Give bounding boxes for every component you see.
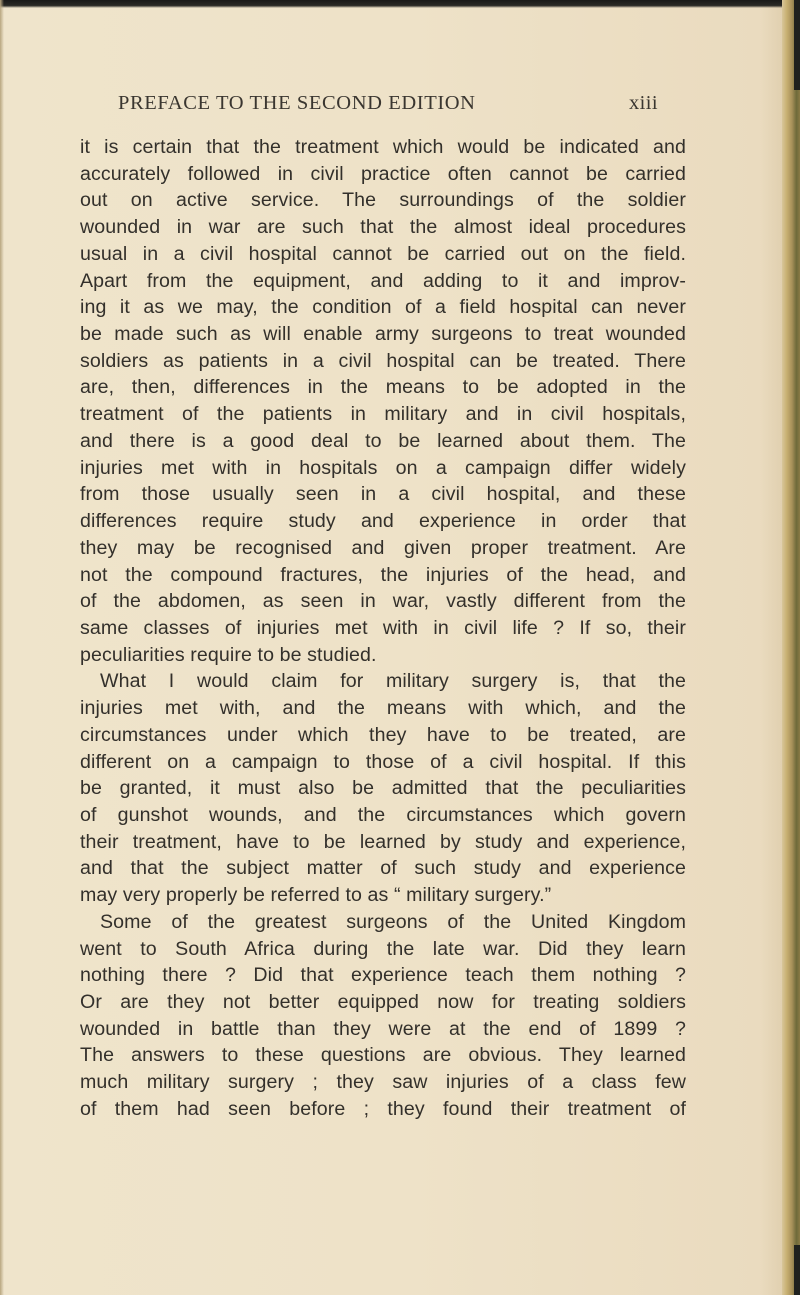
text-line: ing it as we may, the condition of a field hospital can never <box>80 296 686 319</box>
paragraph-end-line: peculiarities require to be studied. <box>80 643 377 666</box>
text-line: wounded in war are such that the almost ideal procedures <box>80 216 686 239</box>
body-text <box>80 134 686 1123</box>
text-line: different on a campaign to those of a civil hospital. If this <box>80 750 686 773</box>
text-line: their treatment, have to be learned by study and experience, <box>80 830 686 853</box>
text-line: they may be recognised and given proper treatment. Are <box>80 536 686 559</box>
text-line: of them had seen before ; they found their treatment of <box>80 1097 686 1120</box>
page-left-edge <box>0 0 4 1295</box>
text-line: Apart from the equipment, and adding to it and improv- <box>80 269 686 292</box>
page-number: xiii <box>629 92 658 114</box>
text-line: much military surgery ; they saw injuries of a class few <box>80 1071 686 1094</box>
text-line: of the abdomen, as seen in war, vastly different from the <box>80 590 686 613</box>
gutter-shadow-bottom <box>794 1245 800 1295</box>
text-line: went to South Africa during the late war. Did they learn <box>80 937 686 960</box>
gutter-shadow-top <box>794 0 800 90</box>
text-line: not the compound fractures, the injuries of the head, and <box>80 563 686 586</box>
paragraph-start-line: What I would claim for military surgery is, that the <box>100 670 686 693</box>
text-line: it is certain that the treatment which would be indicated and <box>80 136 686 158</box>
text-line: injuries met with, and the means with which, and the <box>80 697 686 720</box>
running-head-title: PREFACE TO THE SECOND EDITION <box>118 92 476 114</box>
text-line: be granted, it must also be admitted that the peculiarities <box>80 777 686 800</box>
text-line: and there is a good deal to be learned about them. The <box>80 429 686 452</box>
text-line: wounded in battle than they were at the end of 1899 ? <box>80 1017 686 1040</box>
page-top-edge <box>0 0 800 8</box>
paragraph-start-line: Some of the greatest surgeons of the United Kingdom <box>100 910 686 933</box>
text-line: circumstances under which they have to be treated, are <box>80 723 686 746</box>
text-line: accurately followed in civil practice often cannot be carried <box>80 162 686 185</box>
text-line: from those usually seen in a civil hospital, and these <box>80 483 686 506</box>
text-line: of gunshot wounds, and the circumstances which govern <box>80 803 686 826</box>
text-line: are, then, differences in the means to be adopted in the <box>80 376 686 399</box>
text-line: Or are they not better equipped now for treating soldiers <box>80 991 686 1013</box>
text-line: same classes of injuries met with in civil life ? If so, their <box>80 616 686 639</box>
text-line: nothing there ? Did that experience teach them nothing ? <box>80 964 686 987</box>
text-line: treatment of the patients in military and in civil hospitals, <box>80 403 686 426</box>
text-line: soldiers as patients in a civil hospital can be treated. There <box>80 349 686 372</box>
text-line: and that the subject matter of such study and experience <box>80 857 686 880</box>
text-line: injuries met with in hospitals on a campaign differ widely <box>80 456 686 479</box>
paragraph-end-line: may very properly be referred to as “ military surgery.” <box>80 884 552 907</box>
text-line: be made such as will enable army surgeons to treat wounded <box>80 323 686 346</box>
book-gutter <box>782 0 800 1295</box>
running-head <box>118 92 708 122</box>
text-line: usual in a civil hospital cannot be carried out on the field. <box>80 242 686 265</box>
text-line: differences require study and experience in order that <box>80 510 686 533</box>
text-line: The answers to these questions are obvious. They learned <box>80 1044 686 1067</box>
text-line: out on active service. The surroundings of the soldier <box>80 189 686 212</box>
